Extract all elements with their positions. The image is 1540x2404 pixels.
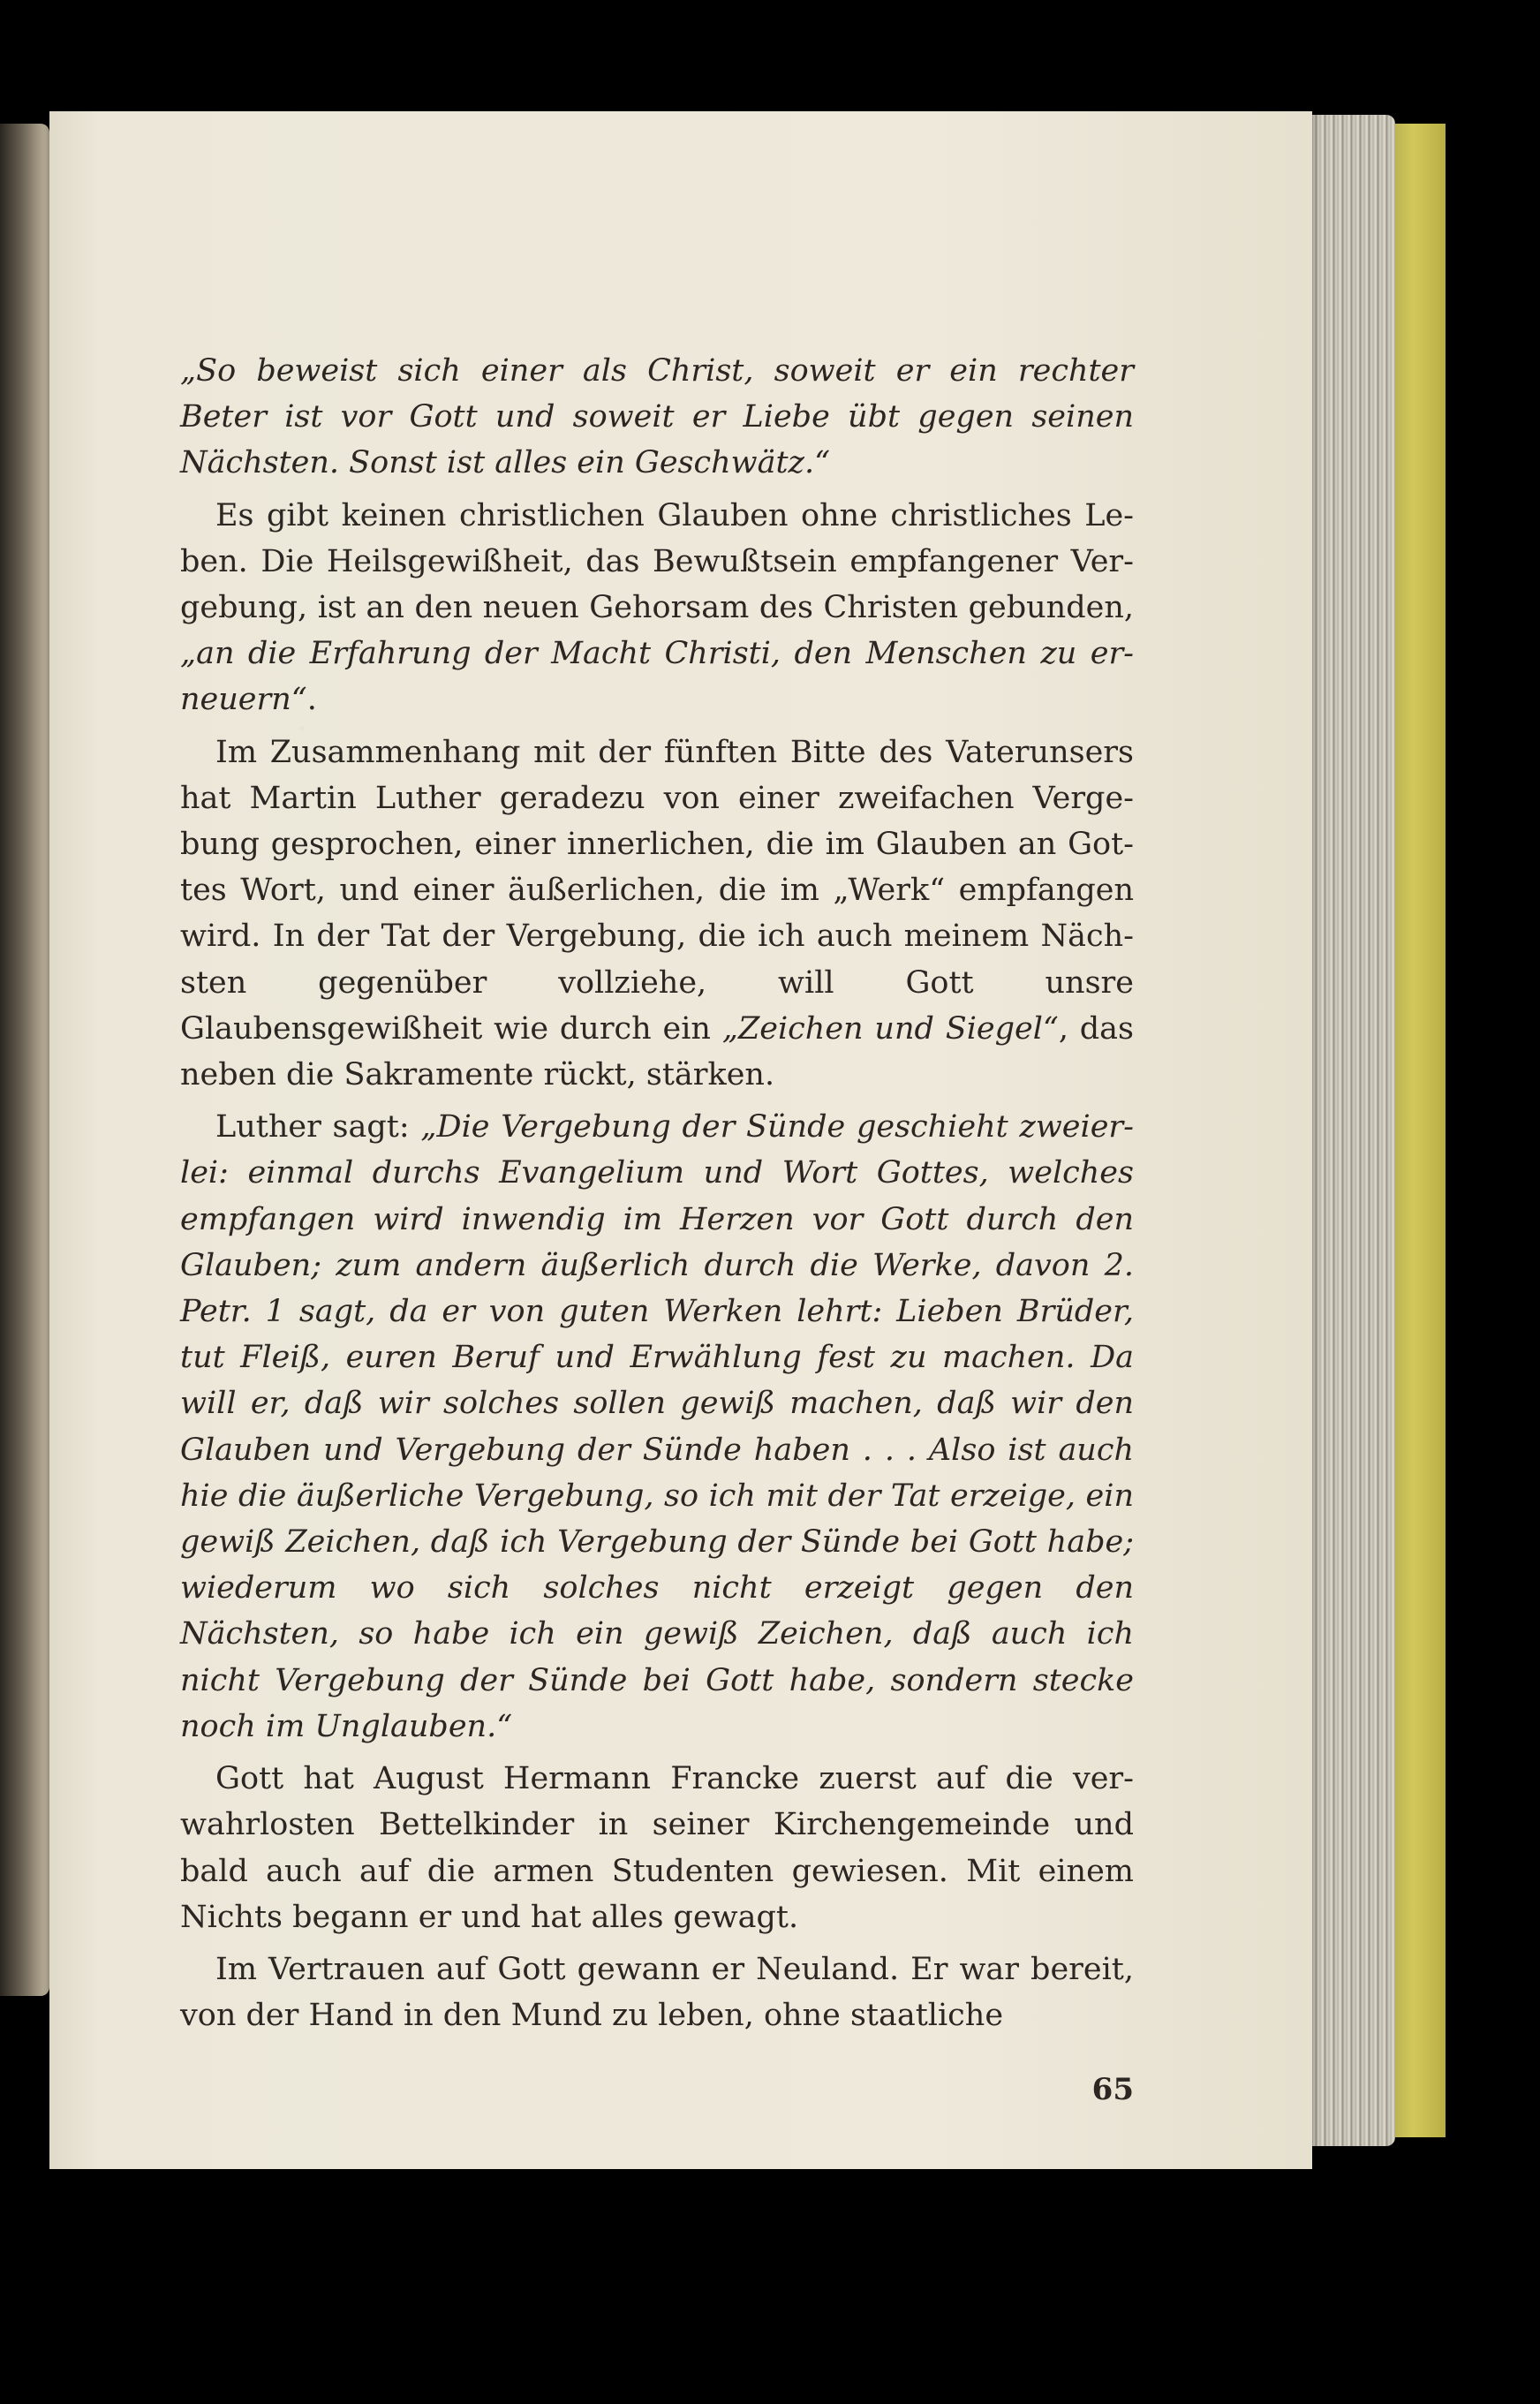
quote-paragraph: „So beweist sich einer als Christ, soweit er ein rechter Beter ist vor Gott und soweit er Liebe übt gegen seinen Nächsten. Sonst ist alles ein Geschwätz.“ [180,353,1134,481]
paragraph: Gott hat August Hermann Francke zuerst auf die verwahrlosten Bettelkinder in seiner Kirchengemeinde und bald auch auf die armen Studenten gewiesen. Mit einem Nichts begann er und hat alles gewagt. [180,1761,1134,1935]
text-run: , das neben die Sakramente rückt, stärken. [180,1010,1135,1093]
text-run: . [306,682,317,718]
text-run: Im Zusammenhang mit der fünften Bitte des Vaterunsers hat Martin Luther geradezu von einer zweifachen Vergebung gesprochen, einer innerlichen, die im Glauben an Gottes Wort, und einer äußerlichen, die im „Werk“ empfangen wird. In der Tat der Vergebung, die ich auch meinem Nächsten gegenüber vollziehe, will Gott unsre Glaubensgewißheit wie durch ein [180,734,1134,1047]
page-stack-edge [1298,115,1395,2146]
quote-run: „Zeichen und Siegel“ [721,1010,1059,1047]
paragraph [180,730,1134,1099]
book-page [49,111,1312,2169]
paragraph [180,1104,1134,1750]
quote-run: „Die Vergebung der Sünde geschieht zweierlei: einmal durchs Evangelium und Wort Gottes, welches empfangen wird inwendig im Herzen vor Gott durch den Glauben; zum andern äußerlich durch die Werke, davon 2. Petr. 1 sagt, da er von guten Werken lehrt: Lieben Brüder, tut Fleiß, euren Beruf und Erwählung fest zu machen. Da will er, daß wir solches sollen gewiß machen, daß wir den Glauben und Vergebung der Sünde haben . . . Also ist auch hie die äußerliche Vergebung, so ich mit der Tat erzeige, ein gewiß Zeichen, daß ich Vergebung der Sünde bei Gott habe; wiederum wo sich solches nicht erzeigt gegen den Nächsten, so habe ich ein gewiß Zeichen, daß auch ich nicht Vergebung der Sünde bei Gott habe, sondern stecke noch im Unglauben.“ [180,1109,1134,1744]
quote-run: „an die Erfahrung der Macht Christi, den Menschen zu erneuern“ [180,636,1134,718]
facing-page-edge [0,124,49,1996]
paragraph: Im Vertrauen auf Gott gewann er Neuland. Er war bereit, von der Hand in den Mund zu leben, ohne staatliche [180,1951,1134,2034]
text-run: Es gibt keinen christlichen Glauben ohne christliches Leben. Die Heilsgewißheit, das Bewußtsein empfangener Vergebung, ist an den neuen Gehorsam des Christen gebunden, [180,497,1134,626]
body-text [180,348,1134,2045]
page-number: 65 [1091,2072,1134,2107]
text-run: Luther sagt: [215,1109,421,1145]
paragraph [180,493,1134,723]
